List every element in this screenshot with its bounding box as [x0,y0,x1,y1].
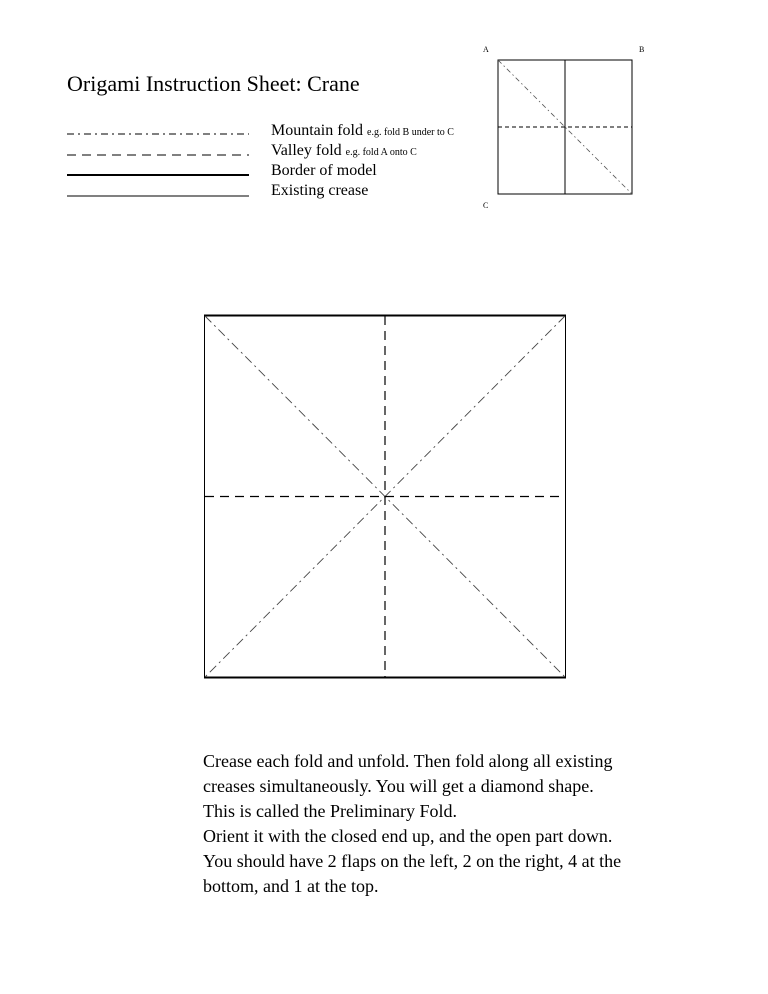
legend-label: Mountain fold [271,122,363,139]
legend-label: Border of model [271,162,377,179]
legend-label: Existing crease [271,182,369,199]
existing-crease-sample-line [67,194,249,198]
corner-label-b: B [639,45,645,54]
instruction-line: Orient it with the closed end up, and the open part down. [203,826,613,846]
legend-item-crease [271,181,368,201]
border-sample-line [67,173,249,177]
example-fold-diagram [490,55,640,200]
legend-item-border [271,161,377,181]
legend-item-valley [271,141,417,163]
instruction-line: You should have 2 flaps on the left, 2 on the right, 4 at the [203,851,622,871]
legend-item-mountain [271,121,454,143]
corner-label-a: A [483,45,489,54]
legend-note: e.g. fold A onto C [345,147,417,158]
legend-note: e.g. fold B under to C [367,127,454,138]
corner-label-c: C [483,201,489,210]
page-title: Origami Instruction Sheet: Crane [67,71,360,96]
valley-fold-sample-line [67,153,249,157]
crease-pattern-diagram [200,312,570,682]
legend-label: Valley fold [271,142,342,159]
instruction-line: bottom, and 1 at the top. [203,876,379,896]
mountain-fold-sample-line [67,132,249,136]
instruction-line: This is called the Preliminary Fold. [203,801,457,821]
instruction-line: creases simultaneously. You will get a diamond shape. [203,776,594,796]
instructions-text [203,749,693,899]
instruction-line: Crease each fold and unfold. Then fold along all existing [203,751,613,771]
